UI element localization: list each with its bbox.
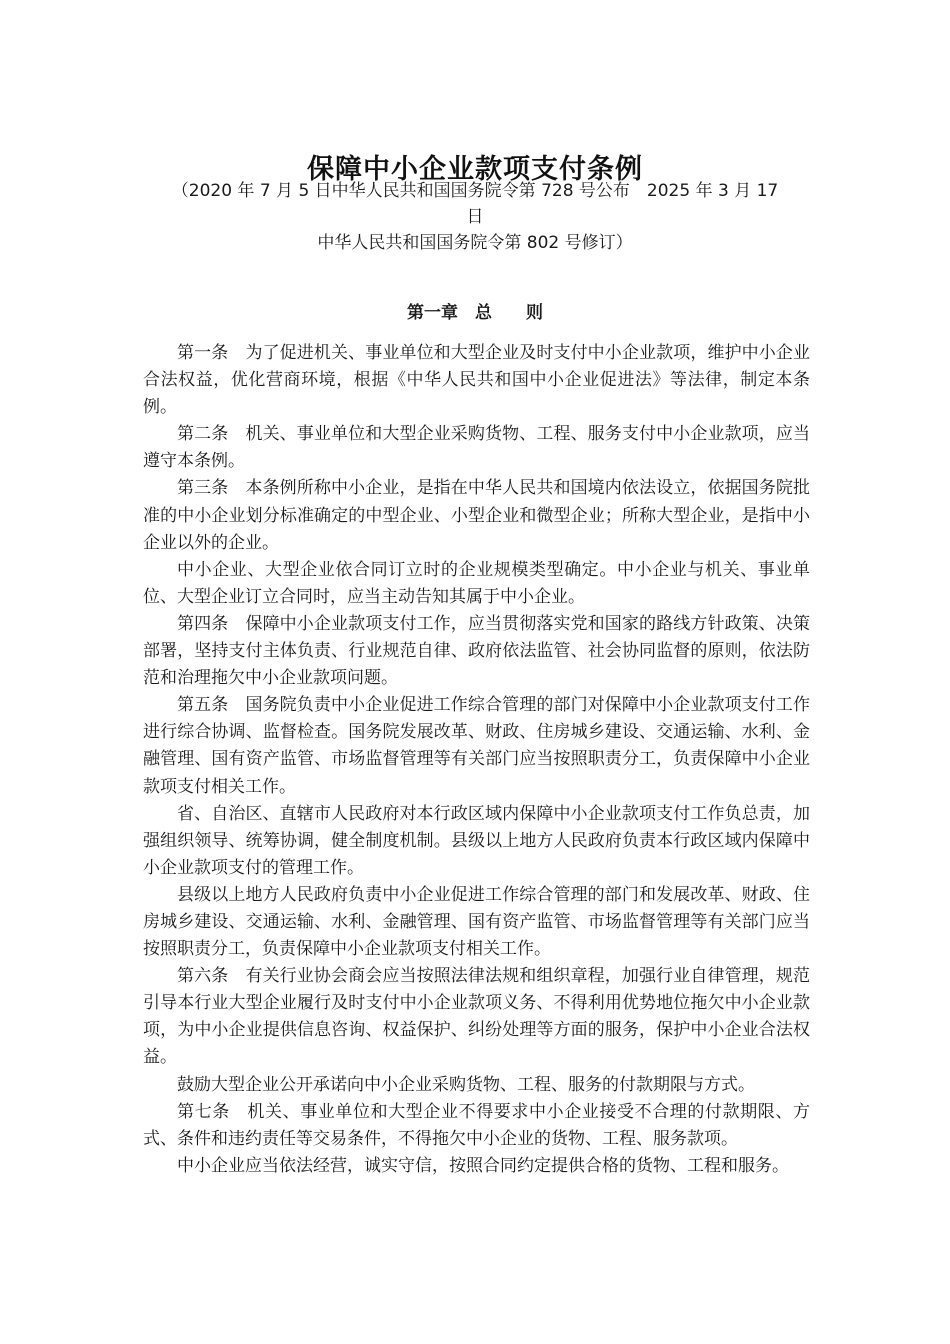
article-number: 第四条 (177, 613, 246, 634)
article-number: 第七条 (177, 1101, 248, 1122)
article-text: 为了促进机关、事业单位和大型企业及时支付中小企业款项，维护中小企业合法权益，优化营商环境，根据《中华人民共和国中小企业促进法》等法律，制定本条例。 (143, 343, 811, 418)
promulgation-note-line: 日 (466, 207, 484, 227)
article-paragraph (143, 692, 810, 800)
article-text: 有关行业协会商会应当按照法律法规和组织章程，加强行业自律管理，规范引导本行业大型企业履行及时支付中小企业款项义务、不得利用优势地位拖欠中小企业款项，为中小企业提供信息咨询、权益保护、纠纷处理等方面的服务，保护中小企业合法权益。 (143, 966, 811, 1068)
article-paragraph (143, 475, 810, 556)
article-paragraph (143, 1153, 810, 1180)
promulgation-note-line: 中华人民共和国国务院令第 802 号修订） (317, 233, 633, 253)
article-paragraph (143, 557, 810, 611)
article-text: 机关、事业单位和大型企业采购货物、工程、服务支付中小企业款项，应当遵守本条例。 (143, 424, 811, 472)
promulgation-note-line: （2020 年 7 月 5 日中华人民共和国国务院令第 728 号公布 2025 年 3 月 17 (171, 181, 779, 201)
article-text: 中小企业应当依法经营，诚实守信，按照合同约定提供合格的货物、工程和服务。 (177, 1155, 789, 1176)
article-text: 本条例所称中小企业，是指在中华人民共和国境内依法设立，依据国务院批准的中小企业划分标准确定的中型企业、小型企业和微型企业；所称大型企业，是指中小企业以外的企业。 (143, 478, 811, 553)
article-paragraph (143, 611, 810, 692)
article-text: 省、自治区、直辖市人民政府对本行政区域内保障中小企业款项支付工作负总责，加强组织领导、统筹协调，健全制度机制。县级以上地方人民政府负责本行政区域内保障中小企业款项支付的管理工作。 (143, 803, 810, 878)
document-title: 保障中小企业款项支付条例 (307, 154, 643, 186)
chapter-heading: 第一章 总 则 (407, 303, 543, 324)
article-number: 第五条 (177, 695, 246, 716)
document-body (143, 340, 810, 1180)
article-text: 机关、事业单位和大型企业不得要求中小企业接受不合理的付款期限、方式、条件和违约责任等交易条件，不得拖欠中小企业的货物、工程、服务款项。 (143, 1101, 811, 1149)
article-text: 县级以上地方人民政府负责中小企业促进工作综合管理的部门和发展改革、财政、住房城乡建设、交通运输、水利、金融管理、国有资产监管、市场监督管理等有关部门应当按照职责分工，负责保障中小企业款项支付相关工作。 (143, 884, 810, 960)
article-number: 第一条 (177, 343, 246, 363)
article-paragraph (143, 421, 810, 475)
article-paragraph (143, 1072, 810, 1099)
article-text: 国务院负责中小企业促进工作综合管理的部门对保障中小企业款项支付工作进行综合协调、监督检查。国务院发展改革、财政、住房城乡建设、交通运输、水利、金融管理、国有资产监管、市场监督管理等有关部门应当按照职责分工，负责保障中小企业款项支付相关工作。 (143, 695, 811, 797)
article-paragraph (143, 1099, 810, 1153)
article-paragraph (143, 340, 810, 421)
article-paragraph (143, 963, 810, 1071)
article-number: 第二条 (177, 424, 246, 445)
article-paragraph (143, 801, 810, 882)
article-number: 第三条 (177, 478, 246, 499)
article-number: 第六条 (177, 966, 246, 987)
promulgation-note (140, 178, 810, 256)
article-text: 中小企业、大型企业依合同订立时的企业规模类型确定。中小企业与机关、事业单位、大型企业订立合同时，应当主动告知其属于中小企业。 (143, 559, 810, 607)
article-paragraph (143, 882, 810, 963)
article-text: 鼓励大型企业公开承诺向中小企业采购货物、工程、服务的付款期限与方式。 (177, 1074, 755, 1095)
article-text: 保障中小企业款项支付工作，应当贯彻落实党和国家的路线方针政策、决策部署，坚持支付主体负责、行业规范自律、政府依法监管、社会协同监督的原则，依法防范和治理拖欠中小企业款项问题。 (143, 613, 811, 689)
